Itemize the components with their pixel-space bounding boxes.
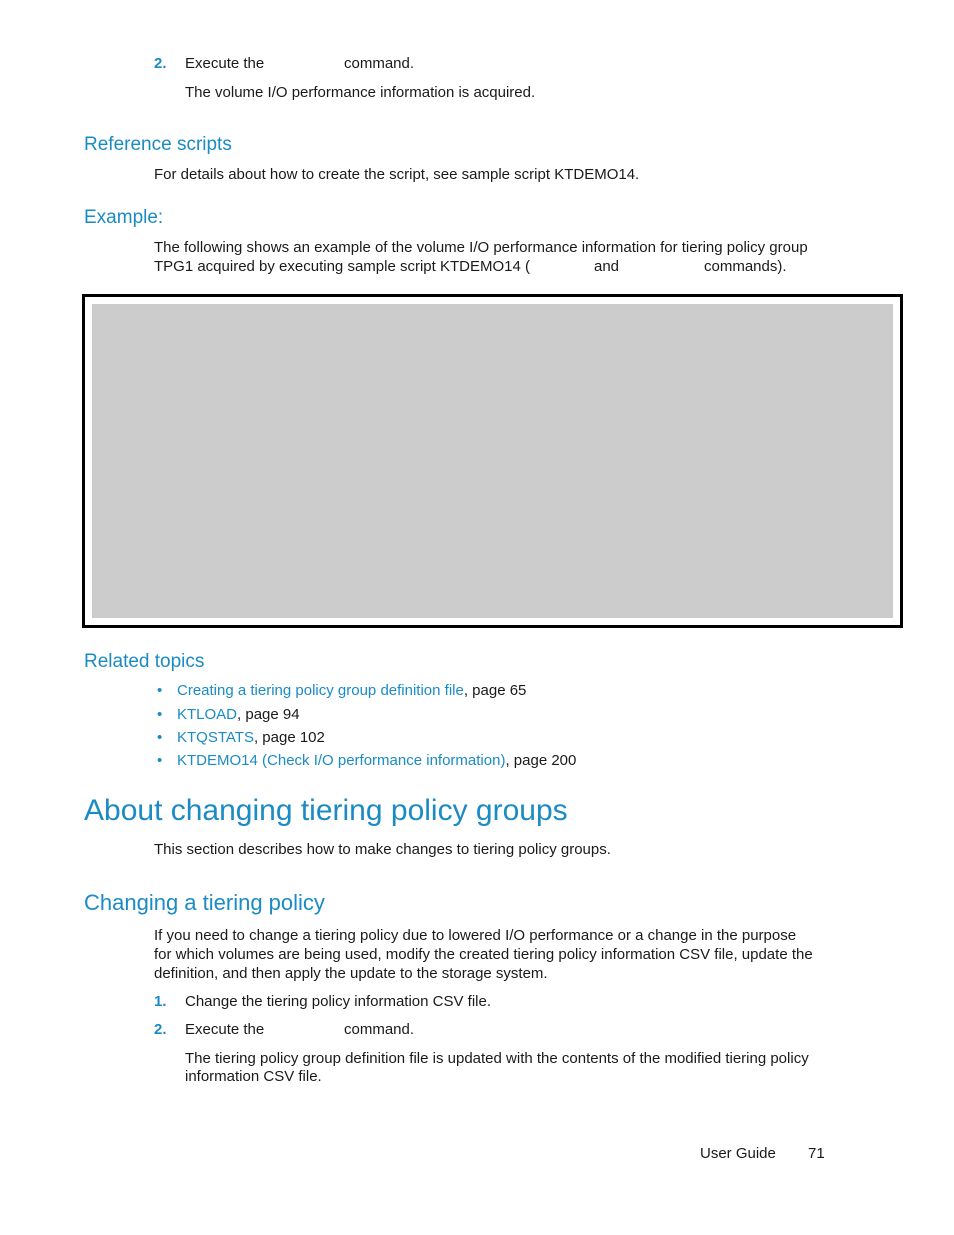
step-text-after: command. [344,1021,415,1038]
related-topic-item [177,752,576,769]
subsection-title: Changing a tiering policy [84,890,325,915]
section-intro: This section describes how to make changes to tiering policy groups. [154,841,611,858]
subsection-line-3: definition, and then apply the update to the storage system. [154,965,548,982]
step-text-before: Execute the [185,55,265,72]
step-text-after: command. [344,55,415,72]
related-topic-item [177,706,300,723]
related-topic-item [177,729,325,746]
step-result: The volume I/O performance information is acquired. [185,84,536,101]
related-topic-link[interactable]: KTQSTATS [177,729,254,746]
page-number: 71 [808,1145,825,1162]
footer-label: User Guide [700,1145,776,1162]
related-topic-link[interactable]: Creating a tiering policy group definition file [177,682,464,699]
related-topic-item [177,682,526,699]
bullet-icon: • [157,729,163,746]
example-line-2b: and [594,258,620,275]
step-result-line-2: information CSV file. [185,1068,322,1085]
example-output-placeholder [92,304,893,618]
bullet-icon: • [157,706,163,723]
bullet-icon: • [157,682,163,699]
example-line-2a: TPG1 acquired by executing sample script KTDEMO14 ( [154,258,530,275]
example-heading: Example: [84,207,164,228]
step-text: Change the tiering policy information CSV file. [185,993,491,1010]
related-topic-page: , page 200 [505,752,577,769]
section-title: About changing tiering policy groups [84,794,568,827]
related-topic-link[interactable]: KTDEMO14 (Check I/O performance information) [177,752,506,769]
step-number: 2. [154,55,167,72]
subsection-line-1: If you need to change a tiering policy due to lowered I/O performance or a change in the purpose [154,927,797,944]
related-topic-link[interactable]: KTLOAD [177,706,238,723]
related-topic-page: , page 94 [237,706,300,723]
bullet-icon: • [157,752,163,769]
related-topic-page: , page 65 [463,682,527,699]
reference-scripts-heading: Reference scripts [84,134,232,155]
step-number: 2. [154,1021,167,1038]
example-output-box [82,294,903,628]
example-line-2c: commands). [704,258,787,275]
related-topics-heading: Related topics [84,651,205,672]
subsection-line-2: for which volumes are being used, modify the created tiering policy information CSV file, update the [154,946,813,963]
step-text-before: Execute the [185,1021,265,1038]
example-line-1: The following shows an example of the volume I/O performance information for tiering policy group [154,239,808,256]
step-result-line-1: The tiering policy group definition file is updated with the contents of the modified tiering policy [185,1050,809,1067]
step-number: 1. [154,993,167,1010]
reference-scripts-text: For details about how to create the script, see sample script KTDEMO14. [154,166,640,183]
related-topic-page: , page 102 [253,729,325,746]
